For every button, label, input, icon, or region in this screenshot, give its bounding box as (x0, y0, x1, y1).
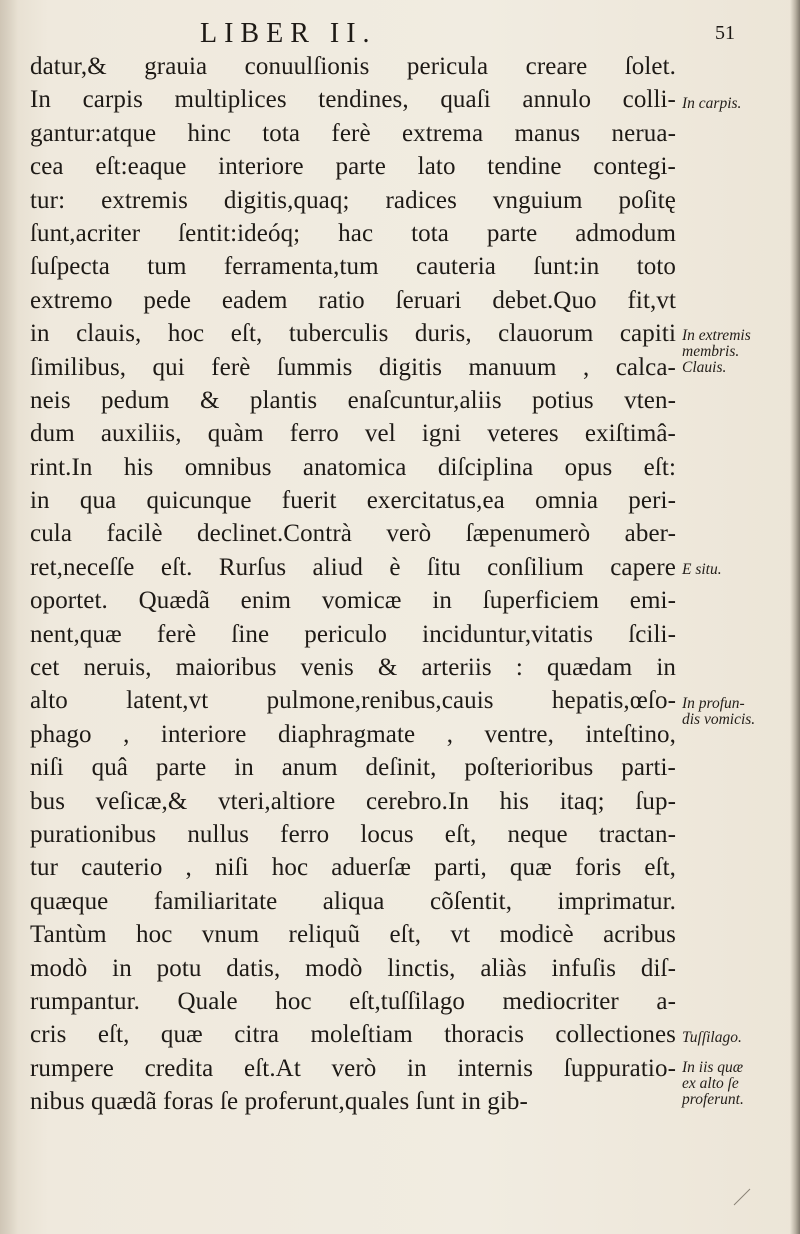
text-line: phago , interiore diaphragmate , ventre, inteſtino, (30, 720, 676, 748)
margin-note-line: Clauis. (682, 359, 727, 376)
margin-notes (682, 50, 794, 1200)
text-line: modò in potu datis, modò linctis, aliàs infuſis diſ- (30, 954, 676, 982)
text-line: ret,neceſſe eſt. Rurſus aliud è ſitu conſilium capere (30, 553, 676, 581)
text-line: rumpere credita eſt.At verò in internis ſuppuratio- (30, 1054, 676, 1082)
margin-note-line: In extremis (682, 327, 751, 344)
margin-note-in-iis (682, 1060, 794, 1108)
page-header (0, 8, 800, 48)
page-number: 51 (715, 22, 735, 44)
text-line: tur cauterio , niſi hoc aduerſæ parti, quæ foris eſt, (30, 854, 676, 882)
text-line: in clauis, hoc eſt, tuberculis duris, clauorum capiti (30, 320, 676, 348)
text-line: ſuſpecta tum ferramenta,tum cauteria ſunt:in toto (30, 253, 676, 281)
margin-note-line: In carpis. (682, 95, 742, 112)
text-line: tur: extremis digitis,quaq; radices vnguium poſitę (30, 186, 676, 214)
running-title: LIBER II. (200, 18, 377, 49)
text-line: rumpantur. Quale hoc eſt,tuſſilago mediocriter a- (30, 987, 676, 1015)
text-line: in qua quicunque fuerit exercitatus,ea omnia peri- (30, 487, 676, 515)
gutter-shadow (0, 0, 18, 1234)
text-line: nent,quæ ferè ſine periculo inciduntur,vitatis ſcili- (30, 620, 676, 648)
margin-note-in-extremis (682, 328, 794, 376)
margin-note-line: membris. (682, 343, 740, 360)
margin-note-line: ex alto ſe (682, 1075, 739, 1092)
text-line: cris eſt, quæ citra moleſtiam thoracis collectiones (30, 1021, 676, 1049)
text-line: niſi quâ parte in anum deſinit, poſterioribus parti- (30, 754, 676, 782)
text-line: nibus quædã foras ſe proferunt,quales ſunt in gib- (30, 1088, 528, 1116)
margin-note-line: Tuſſilago. (682, 1029, 742, 1046)
margin-note-line: E situ. (682, 561, 722, 578)
text-line: cula facilè declinet.Contrà verò ſæpenumerò aber- (30, 520, 676, 548)
main-text-block (30, 50, 676, 1119)
text-line: Tantùm hoc vnum reliquũ eſt, vt modicè acribus (30, 921, 676, 949)
text-line: neis pedum & plantis enaſcuntur,aliis potius vten- (30, 386, 676, 414)
margin-note-in-carpis (682, 96, 794, 112)
text-line: datur,& grauia conuulſionis pericula creare ſolet. (30, 53, 676, 80)
margin-note-line: In profun- (682, 695, 745, 712)
text-line: ſimilibus, qui ferè ſummis digitis manuum , calca- (30, 353, 676, 381)
text-line: extremo pede eadem ratio ſeruari debet.Quo fit,vt (30, 286, 676, 314)
margin-note-tussilago (682, 1030, 794, 1046)
text-line: In carpis multiplices tendines, quaſi annulo colli- (30, 86, 676, 114)
margin-note-line: In iis quæ (682, 1059, 744, 1076)
text-line: oportet. Quædã enim vomicæ in ſuperficiem emi- (30, 587, 676, 615)
text-line: cea eſt:eaque interiore parte lato tendine contegi- (30, 153, 676, 181)
margin-note-line: dis vomicis. (682, 711, 756, 728)
text-line: alto latent,vt pulmone,renibus,cauis hepatis,œſo- (30, 687, 676, 715)
margin-note-e-situ (682, 562, 794, 578)
text-line: dum auxiliis, quàm ferro vel igni veteres exiſtimâ- (30, 420, 676, 448)
margin-note-in-profundis (682, 696, 794, 728)
text-line: bus veſicæ,& vteri,altiore cerebro.In his itaq; ſup- (30, 787, 676, 815)
ink-mark (730, 1185, 754, 1209)
text-line: cet neruis, maioribus venis & arteriis : quædam in (30, 654, 676, 682)
text-line: quæque familiaritate aliqua cõſentit, imprimatur. (30, 887, 676, 915)
text-line: ſunt,acriter ſentit:ideóq; hac tota parte admodum (30, 219, 676, 247)
text-line: rint.In his omnibus anatomica diſciplina opus eſt: (30, 453, 676, 481)
text-line: gantur:atque hinc tota ferè extrema manus nerua- (30, 119, 676, 147)
margin-note-line: proferunt. (682, 1091, 744, 1108)
text-line: purationibus nullus ferro locus eſt, neque tractan- (30, 820, 676, 848)
